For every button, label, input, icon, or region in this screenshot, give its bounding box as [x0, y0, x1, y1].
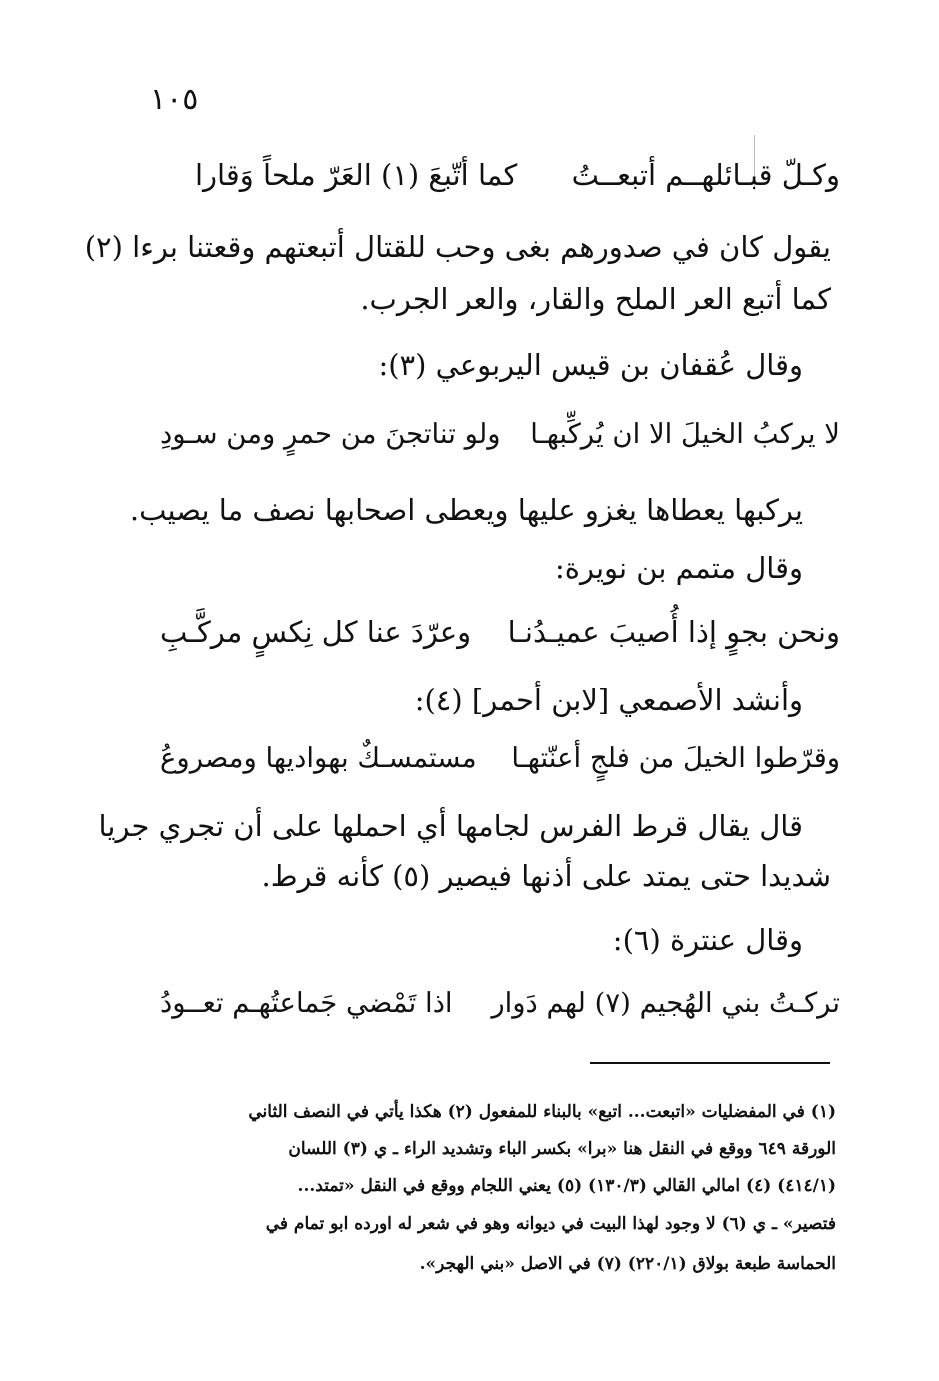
footnote-line-5: الحماسة طبعة بولاق (٢٢٠/١) (٧) في الاصل «بني الهجر».	[419, 1254, 836, 1274]
paragraph-3-line-2: شديدا حتى يمتد على أذنها فيصير (٥) كأنه قرط.	[261, 859, 831, 893]
verse-3-hemistich-right: ونحن بجوٍ إذا أُصيبَ عميـدُنـا	[507, 615, 840, 649]
poet-intro-4: وأنشد الأصمعي [لابن أحمر] (٤):	[414, 683, 803, 717]
poet-intro-5: وقال عنترة (٦):	[612, 923, 803, 957]
verse-5-hemistich-left: اذا تَمْضي جَماعتُهـم تعــودُ	[160, 987, 453, 1019]
poet-intro-3: وقال متمم بن نويرة:	[554, 551, 803, 585]
verse-3-hemistich-left: وعرّدَ عنا كل نِكسٍ مركَّـبِ	[160, 615, 472, 649]
footnote-line-1: (١) في المفضليات «اتبعت... اتبع» بالبناء للمفعول (٢) هكذا يأتي في النصف الثاني	[248, 1102, 836, 1122]
verse-2-hemistich-left: ولو تناتجنَ من حمرٍ ومن سـودِ	[160, 418, 501, 450]
verse-4	[160, 738, 840, 778]
verse-5-hemistich-right: تركـتُ بني الهُجيم (٧) لهم دَوار	[491, 987, 840, 1019]
paragraph-1-line-1: يقول كان في صدورهم بغى وحب للقتال أتبعتهم وقعتنا برءا (٢)	[84, 230, 831, 264]
footnote-line-2: الورقة ٦٤٩ ووقع في النقل هنا «برا» بكسر الباء وتشديد الراء ـ ي (٣) اللسان	[288, 1139, 836, 1159]
verse-1-hemistich-right: وكـلّ قبـائلهــم أتبعــتُ	[571, 158, 840, 192]
verse-5	[160, 983, 840, 1023]
verse-1-hemistich-left: كما أتّبعَ (١) العَرّ ملحاً وَقارا	[195, 158, 518, 192]
page-number: ١٠٥	[150, 82, 199, 117]
footnote-line-3: (٤١٤/١) (٤) امالي القالي (١٣٠/٣) (٥) يعني اللجام ووقع في النقل «تمتد...	[297, 1176, 836, 1196]
verse-3	[160, 612, 840, 652]
verse-4-hemistich-left: مستمسـكٌ بهواديها ومصروعُ	[160, 742, 477, 774]
verse-2	[160, 414, 840, 454]
verse-2-hemistich-right: لا يركبُ الخيلَ الا ان يُركِّبهـا	[530, 418, 840, 450]
verse-4-hemistich-right: وقرّطوا الخيلَ من فلجٍ أعنّتهـا	[511, 742, 840, 774]
poet-intro-2: وقال عُقفان بن قيس اليربوعي (٣):	[378, 348, 803, 382]
footnote-separator	[590, 1062, 830, 1064]
paragraph-3-line-1: قال يقال قرط الفرس لجامها أي احملها على أن تجري جريا	[98, 809, 803, 843]
paragraph-1-line-2: كما أتبع العر الملح والقار، والعر الجرب.	[360, 282, 831, 316]
verse-1	[195, 155, 840, 195]
footnote-line-4: فتصير» ـ ي (٦) لا وجود لهذا البيت في ديوانه وهو في شعر له اورده ابو تمام في	[265, 1214, 836, 1234]
paragraph-2: يركبها يعطاها يغزو عليها ويعطى اصحابها نصف ما يصيب.	[129, 493, 803, 527]
